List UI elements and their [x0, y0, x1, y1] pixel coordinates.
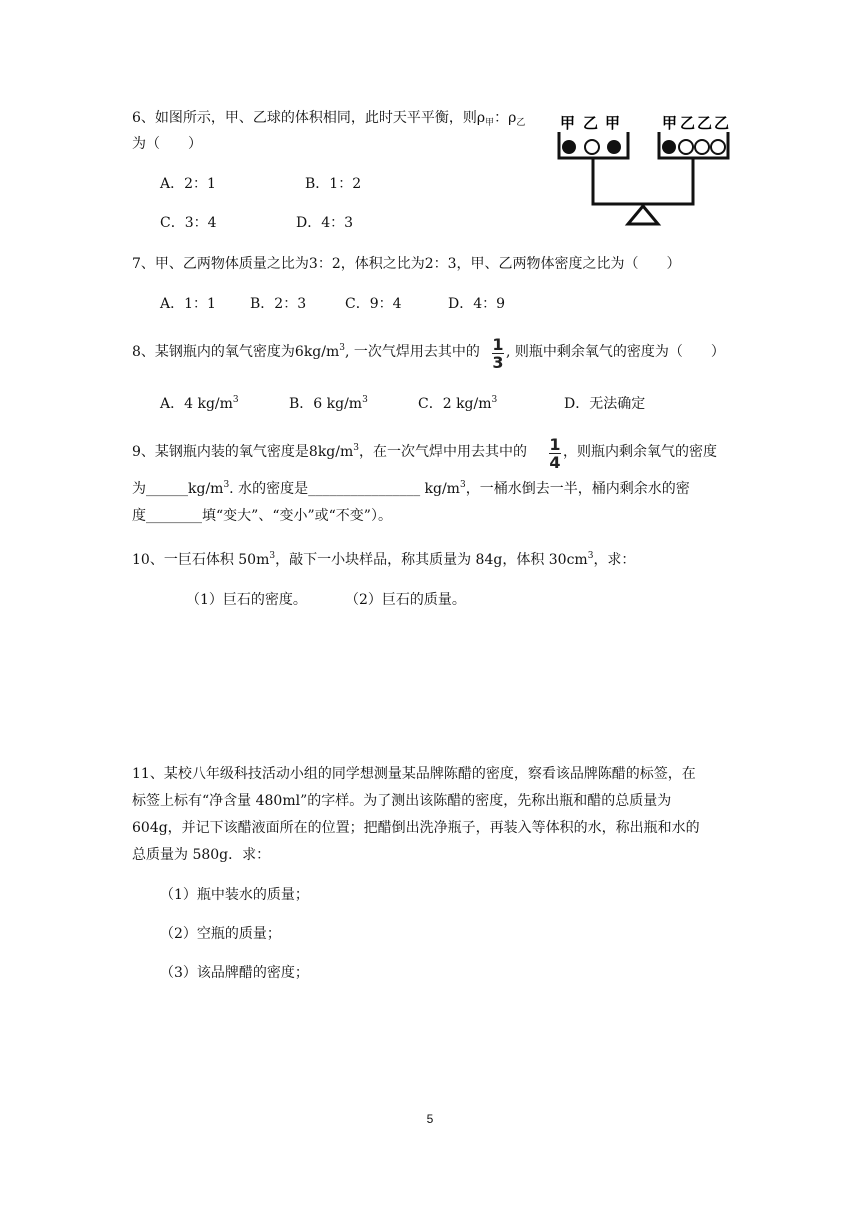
balance-fulcrum [628, 206, 658, 224]
q9-text-pre: 9、某钢瓶内装的氧气密度是$8kg/m^3$，在一次气焊中用去其中的 [132, 443, 527, 460]
balance-scale-figure [556, 112, 732, 228]
q11-line4: 总质量为 580g．求： [132, 847, 271, 863]
q8-fraction: 1 3 [492, 335, 504, 372]
left-label-3: 甲 [605, 114, 621, 132]
right-ball-jia [662, 140, 676, 154]
q6-line2: 为（ ） [132, 136, 202, 152]
q6-line1: 6、如图所示，甲、乙球的体积相同，此时天平平衡，则$\rho_甲$：$\rho_乙$ [132, 110, 526, 128]
q9-text-post: ，则瓶内剩余氧气的密度 [563, 444, 717, 460]
q8-option-b: B．6 $kg/m^3$ [289, 395, 368, 412]
q10-sub-1: （1）巨石的密度。 [186, 592, 307, 608]
left-label-1: 甲 [560, 114, 576, 132]
q7-option-b: B．2：3 [250, 296, 307, 312]
q11-sub-1: （1）瓶中装水的质量； [160, 887, 309, 903]
page-number: 5 [426, 1112, 434, 1126]
q8-text-post: , 则瓶中剩余氧气的密度为（ ） [506, 344, 725, 360]
right-label-4: 乙 [714, 114, 730, 132]
right-ball-yi [679, 140, 693, 154]
q11-sub-2: （2）空瓶的质量； [160, 926, 281, 942]
q9-line2: 为$\_\_\_\_\_\_kg/m^3$. 水的密度是________________ $kg/m^3$，一桶水倒去一半，桶内剩余水的密 [132, 480, 690, 497]
q7-option-c: C．9：4 [345, 296, 402, 312]
q8-option-c: C．2 $kg/m^3$ [418, 395, 498, 412]
left-ball-jia [607, 140, 621, 154]
left-ball-yi [585, 140, 599, 154]
q6-option-c: C．3：4 [160, 215, 217, 231]
q11-sub-3: （3）该品牌醋的密度； [160, 965, 309, 981]
q8-option-d: D．无法确定 [564, 396, 646, 412]
q11-line1: 11、某校八年级科技活动小组的同学想测量某品牌陈醋的密度，察看该品牌陈醋的标签，在 [132, 766, 696, 782]
q6-option-d: D．4：3 [296, 215, 354, 231]
q7-option-a: A．1：1 [160, 296, 216, 312]
q6-option-b: B．1：2 [305, 176, 362, 192]
q7-text: 7、甲、乙两物体质量之比为3：2，体积之比为2：3，甲、乙两物体密度之比为（ ） [132, 256, 681, 272]
q10-sub-2: （2）巨石的质量。 [345, 592, 466, 608]
right-label-3: 乙 [697, 114, 713, 132]
q7-option-d: D．4：9 [448, 296, 506, 312]
q8-option-a: A．4 $kg/m^3$ [160, 395, 239, 412]
q11-line3: 604g，并记下该醋液面所在的位置；把醋倒出洗净瓶子，再装入等体积的水，称出瓶和水的 [132, 820, 700, 836]
q9-fraction: 1 4 [549, 435, 561, 472]
q10-text: 10、一巨石体积 $50m^3$，敲下一小块样品，称其质量为 84g，体积 $30cm^3$，求： [132, 551, 636, 568]
right-pan [659, 114, 729, 204]
left-ball-jia [562, 140, 576, 154]
right-ball-yi [695, 140, 709, 154]
left-label-2: 乙 [583, 114, 599, 132]
q11-line2: 标签上标有“净含量 480ml”的字样。为了测出该陈醋的密度，先称出瓶和醋的总质量为 [132, 793, 672, 809]
right-ball-yi [711, 140, 725, 154]
q6-option-a: A．2：1 [160, 176, 216, 192]
left-pan [559, 114, 628, 204]
q9-line3: 度________填“变大”、“变小”或“不变”）。 [132, 508, 392, 524]
q8-text-pre: 8、某钢瓶内的氧气密度为$6kg/m^3$, 一次气焊用去其中的 [132, 343, 480, 360]
right-label-2: 乙 [680, 114, 696, 132]
right-label-1: 甲 [662, 114, 678, 132]
